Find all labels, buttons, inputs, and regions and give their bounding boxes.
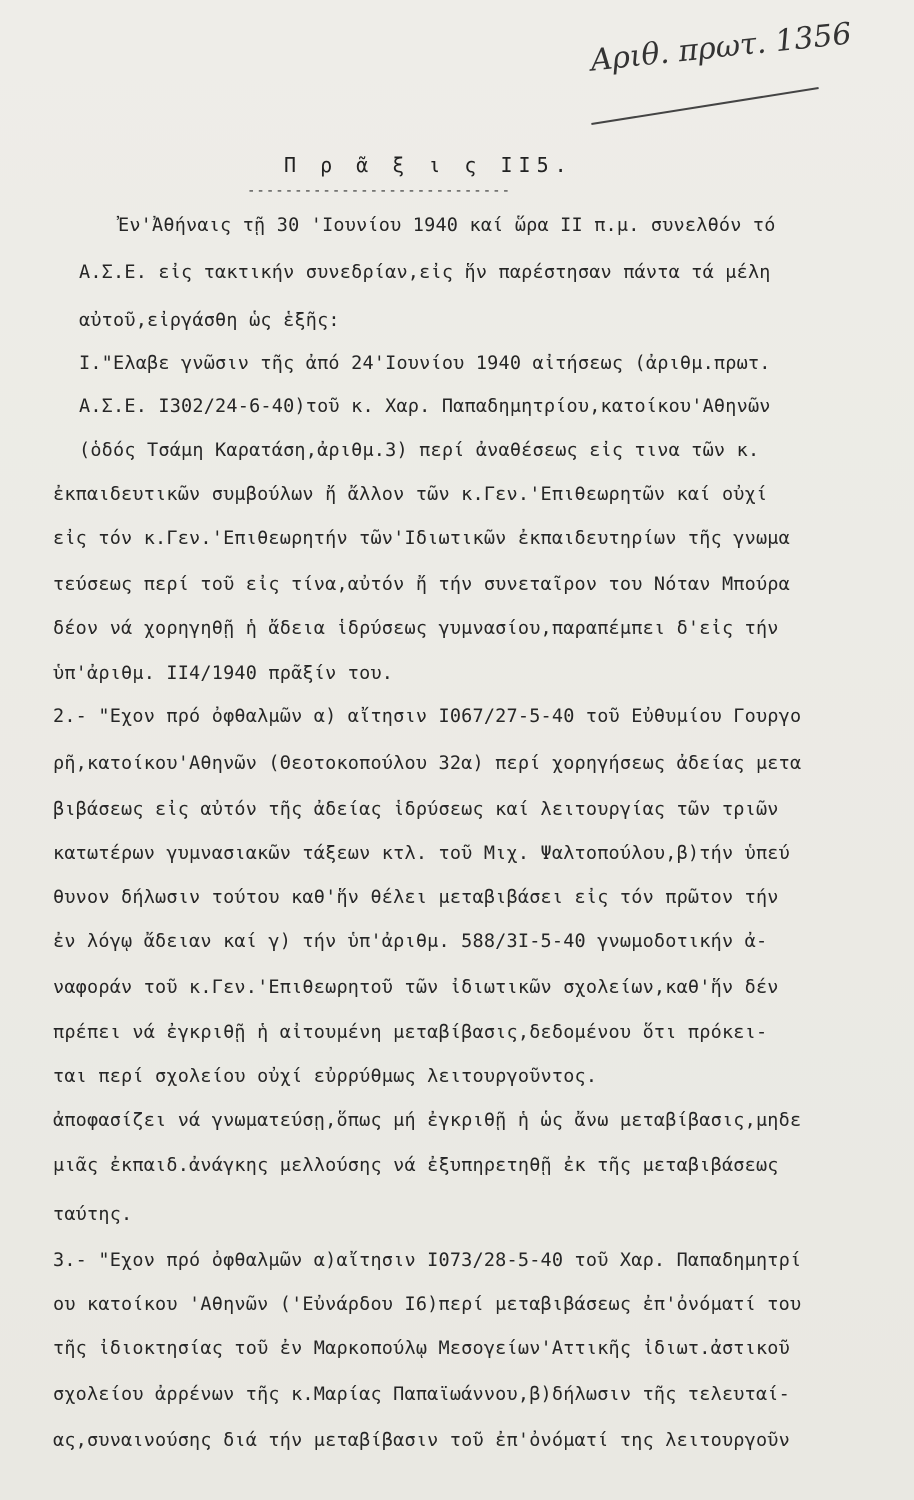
text-line: κατωτέρων γυμνασιακῶν τάξεων κτλ. τοῦ Μιχ. Ψαλτοπούλου,β)τήν ὑπεύ (53, 843, 790, 864)
text-line: ται περί σχολείου οὐχί εὐρρύθμως λειτουργοῦντος. (53, 1066, 598, 1087)
text-line: (ὁδός Τσάμη Καρατάση,ἀριθμ.3) περί ἀναθέσεως εἰς τινα τῶν κ. (79, 440, 760, 461)
text-line: ἀποφασίζει νά γνωματεύσῃ,ὅπως μή ἐγκριθῇ ἡ ὡς ἄνω μεταβίβασις,μηδε (53, 1110, 802, 1131)
text-line: αὐτοῦ,εἰργάσθη ὡς ἑξῆς: (79, 310, 340, 331)
text-line: βιβάσεως εἰς αὐτόν τῆς ἀδείας ἱδρύσεως καί λειτουργίας τῶν τριῶν (53, 799, 779, 820)
text-line: ἐκπαιδευτικῶν συμβούλων ἤ ἄλλον τῶν κ.Γεν.'Επιθεωρητῶν καί οὐχί (53, 484, 768, 505)
text-line: εἰς τόν κ.Γεν.'Επιθεωρητήν τῶν'Ιδιωτικῶν ἐκπαιδευτηρίων τῆς γνωμα (53, 528, 790, 549)
text-line: ὑπ'ἀριθμ. II4/1940 πρᾶξίν του. (53, 663, 394, 684)
text-line: ου κατοίκου 'Αθηνῶν ('Εὐνάρδου I6)περί μεταβιβάσεως ἐπ'ὀνόματί του (53, 1294, 802, 1315)
text-line: Α.Σ.Ε. I302/24-6-40)τοῦ κ. Χαρ. Παπαδημητρίου,κατοίκου'Αθηνῶν (79, 396, 771, 417)
text-line: πρέπει νά ἐγκριθῇ ἡ αἰτουμένη μεταβίβασις,δεδομένου ὅτι πρόκει- (53, 1022, 768, 1043)
text-line: ναφοράν τοῦ κ.Γεν.'Επιθεωρητοῦ τῶν ἰδιωτικῶν σχολείων,καθ'ἥν δέν (53, 977, 779, 998)
text-line: 3.- "Εχον πρό ὀφθαλμῶν α)αἴτησιν I073/28-5-40 τοῦ Χαρ. Παπαδημητρί (53, 1250, 802, 1271)
text-line: I."Ελαβε γνῶσιν τῆς ἀπό 24'Ιουνίου 1940 αἰτήσεως (ἀριθμ.πρωτ. (79, 353, 771, 374)
text-line: ταύτης. (53, 1204, 133, 1225)
document-title: Π ρ ᾶ ξ ι ς II5. (284, 153, 573, 177)
text-line: 2.- "Εχον πρό ὀφθαλμῶν α) αἴτησιν I067/27-5-40 τοῦ Εὐθυμίου Γουργο (53, 706, 802, 727)
text-line: Α.Σ.Ε. εἰς τακτικήν συνεδρίαν,εἰς ἥν παρέστησαν πάντα τά μέλη (79, 262, 771, 283)
text-line: τεύσεως περί τοῦ εἰς τίνα,αὐτόν ἤ τήν συνεταῖρον του Νόταν Μπούρα (53, 574, 790, 595)
handwritten-reference-note: Αριθ. πρωτ. 1356 (588, 16, 854, 79)
text-line: ας,συναινούσης διά τήν μεταβίβασιν τοῦ ἐπ'ὀνόματί της λειτουργοῦν (53, 1430, 790, 1451)
text-line: ρῆ,κατοίκου'Αθηνῶν (Θεοτοκοπούλου 32α) περί χορηγήσεως ἀδείας μετα (53, 753, 802, 774)
text-line: μιᾶς ἐκπαιδ.ἀνάγκης μελλούσης νά ἐξυπηρετηθῇ ἐκ τῆς μεταβιβάσεως (53, 1155, 779, 1176)
text-line: τῆς ἰδιοκτησίας τοῦ ἐν Μαρκοπούλῳ Μεσογείων'Αττικῆς ἰδιωτ.ἀστικοῦ (53, 1338, 790, 1359)
text-line: Ἐν'Ἀθήναις τῇ 30 'Ιουνίου 1940 καί ὥρα II π.μ. συνελθόν τό (118, 215, 776, 236)
text-line: δέον νά χορηγηθῇ ἡ ἄδεια ἱδρύσεως γυμνασίου,παραπέμπει δ'εἰς τήν (53, 618, 779, 639)
text-line: ἐν λόγῳ ἄδειαν καί γ) τήν ὑπ'ἀριθμ. 588/3I-5-40 γνωμοδοτικήν ἀ- (53, 931, 768, 952)
handwritten-underline (591, 87, 818, 125)
text-line: σχολείου ἀρρένων τῆς κ.Μαρίας Παπαϊωάννου,β)δήλωσιν τῆς τελευταί- (53, 1384, 790, 1405)
title-underline: ---------------------------- (247, 183, 512, 199)
text-line: θυνον δήλωσιν τούτου καθ'ἥν θέλει μεταβιβάσει εἰς τόν πρῶτον τήν (53, 887, 779, 908)
